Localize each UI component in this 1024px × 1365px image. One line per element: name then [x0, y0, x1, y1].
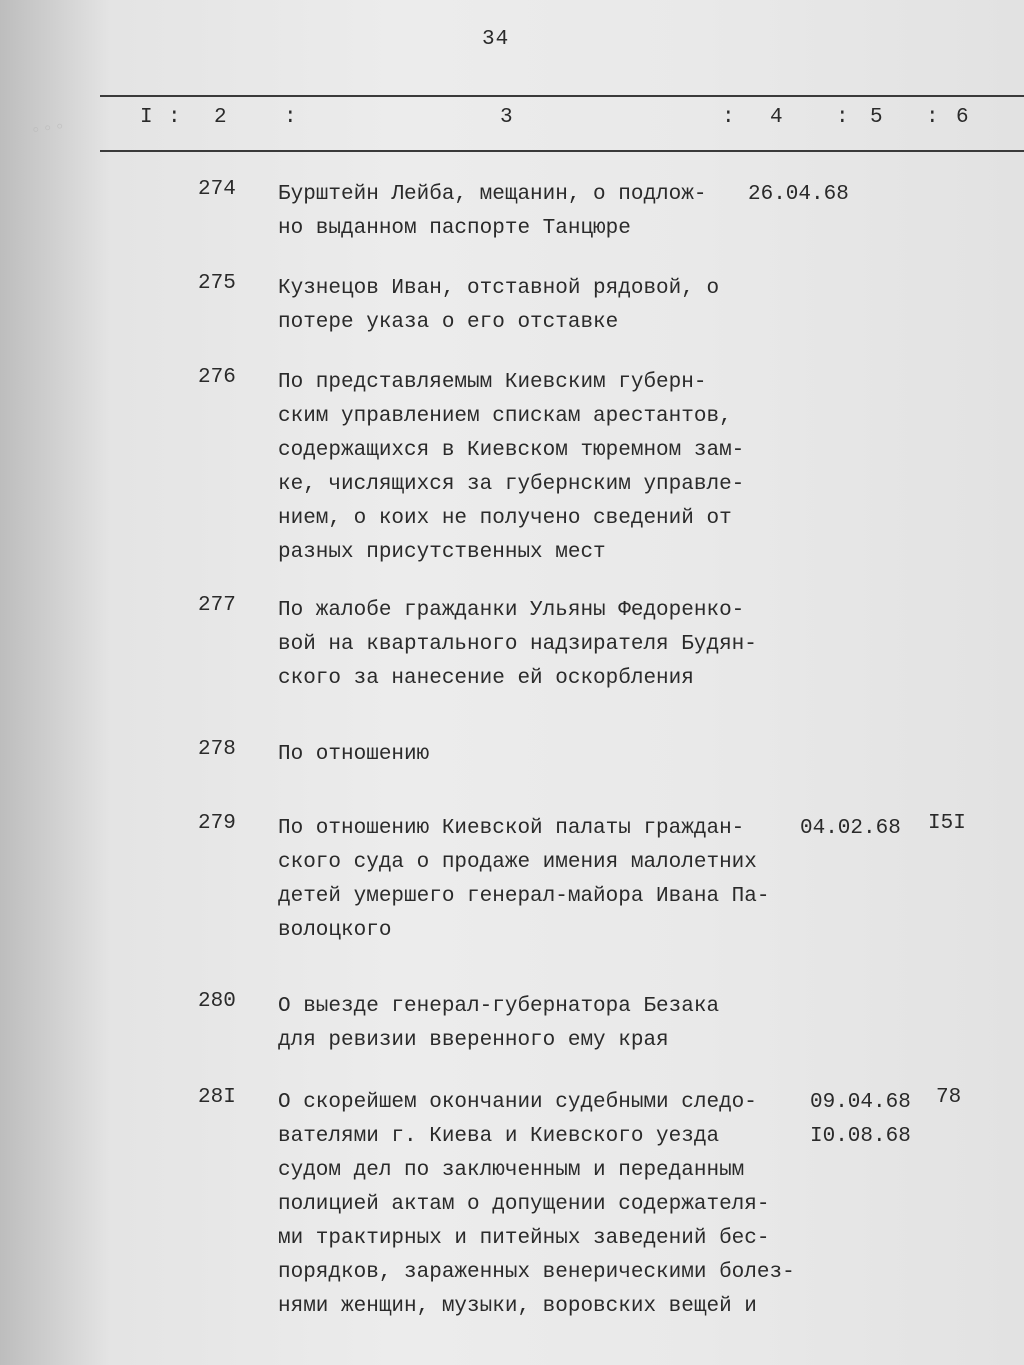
entry-number: 280: [198, 990, 236, 1013]
entry-number: 277: [198, 594, 236, 617]
entry-line: По отношению Киевской палаты граждан-: [278, 817, 745, 840]
entry-line: разных присутственных мест: [278, 541, 606, 564]
entry-line: ми трактирных и питейных заведений бес-: [278, 1227, 770, 1250]
column-header-3: 3: [500, 106, 513, 129]
entry-dates: [810, 1086, 930, 1154]
entry-number: 274: [198, 178, 236, 201]
entry-line: Кузнецов Иван, отставной рядовой, о: [278, 277, 720, 300]
entry-line: для ревизии вверенного ему края: [278, 1029, 669, 1052]
entry-line: ского за нанесение ей оскорбления: [278, 667, 694, 690]
column-header-1: I: [140, 106, 153, 129]
entry-date: 04.02.68: [800, 817, 901, 840]
entry-line: ского суда о продаже имения малолетних: [278, 851, 757, 874]
entry-leaves: I5I: [928, 812, 966, 835]
entry-line: Бурштейн Лейба, мещанин, о подлож-: [278, 183, 707, 206]
entry-dates: [800, 812, 920, 846]
entry-title: [278, 1086, 798, 1324]
header-rule-bottom: [100, 150, 1024, 152]
entry-number: 28I: [198, 1086, 236, 1109]
column-separator: :: [284, 106, 297, 129]
column-header-6: 6: [956, 106, 969, 129]
entry-line: О выезде генерал-губернатора Безака: [278, 995, 720, 1018]
entry-leaves: 78: [936, 1086, 962, 1109]
entry-line: вой на квартального надзирателя Будян-: [278, 633, 757, 656]
column-header-4: 4: [770, 106, 783, 129]
entry-title: [278, 594, 798, 696]
entry-line: но выданном паспорте Танцюре: [278, 217, 631, 240]
column-header-5: 5: [870, 106, 883, 129]
entry-number: 279: [198, 812, 236, 835]
column-separator: :: [926, 106, 939, 129]
entry-number: 275: [198, 272, 236, 295]
entry-line: содержащихся в Киевском тюремном зам-: [278, 439, 745, 462]
entry-line: О скорейшем окончании судебными следо-: [278, 1091, 757, 1114]
entry-title: [278, 178, 798, 246]
bleed-through-mark: ◦◦◦: [28, 115, 68, 144]
entry-line: нием, о коих не получено сведений от: [278, 507, 732, 530]
entry-line: порядков, зараженных венерическими болез-: [278, 1261, 795, 1284]
entry-title: [278, 738, 798, 772]
entry-line: вателями г. Киева и Киевского уезда: [278, 1125, 720, 1148]
entry-number: 278: [198, 738, 236, 761]
entry-line: По представляемым Киевским губерн-: [278, 371, 707, 394]
entry-line: судом дел по заключенным и переданным: [278, 1159, 745, 1182]
entry-number: 276: [198, 366, 236, 389]
entry-line: волоцкого: [278, 919, 392, 942]
page-number: 34: [482, 28, 510, 51]
entry-title: [278, 812, 798, 948]
header-rule-top: [100, 95, 1024, 97]
entry-dates: [748, 178, 868, 212]
entry-title: [278, 272, 798, 340]
entry-date: 26.04.68: [748, 183, 849, 206]
entry-line: полицией актам о допущении содержателя-: [278, 1193, 770, 1216]
entry-date: 09.04.68: [810, 1091, 911, 1114]
entry-line: По жалобе гражданки Ульяны Федоренко-: [278, 599, 745, 622]
entry-title: [278, 366, 798, 570]
column-separator: :: [836, 106, 849, 129]
column-separator: :: [722, 106, 735, 129]
entry-line: потере указа о его отставке: [278, 311, 619, 334]
entry-title: [278, 990, 798, 1058]
entry-line: По отношению: [278, 743, 430, 766]
entry-line: ке, числящихся за губернским управле-: [278, 473, 745, 496]
column-header-2: 2: [214, 106, 227, 129]
entry-line: нями женщин, музыки, воровских вещей и: [278, 1295, 757, 1318]
entry-line: ским управлением спискам арестантов,: [278, 405, 732, 428]
column-separator: :: [168, 106, 181, 129]
entry-date: I0.08.68: [810, 1125, 911, 1148]
entry-line: детей умершего генерал-майора Ивана Па-: [278, 885, 770, 908]
